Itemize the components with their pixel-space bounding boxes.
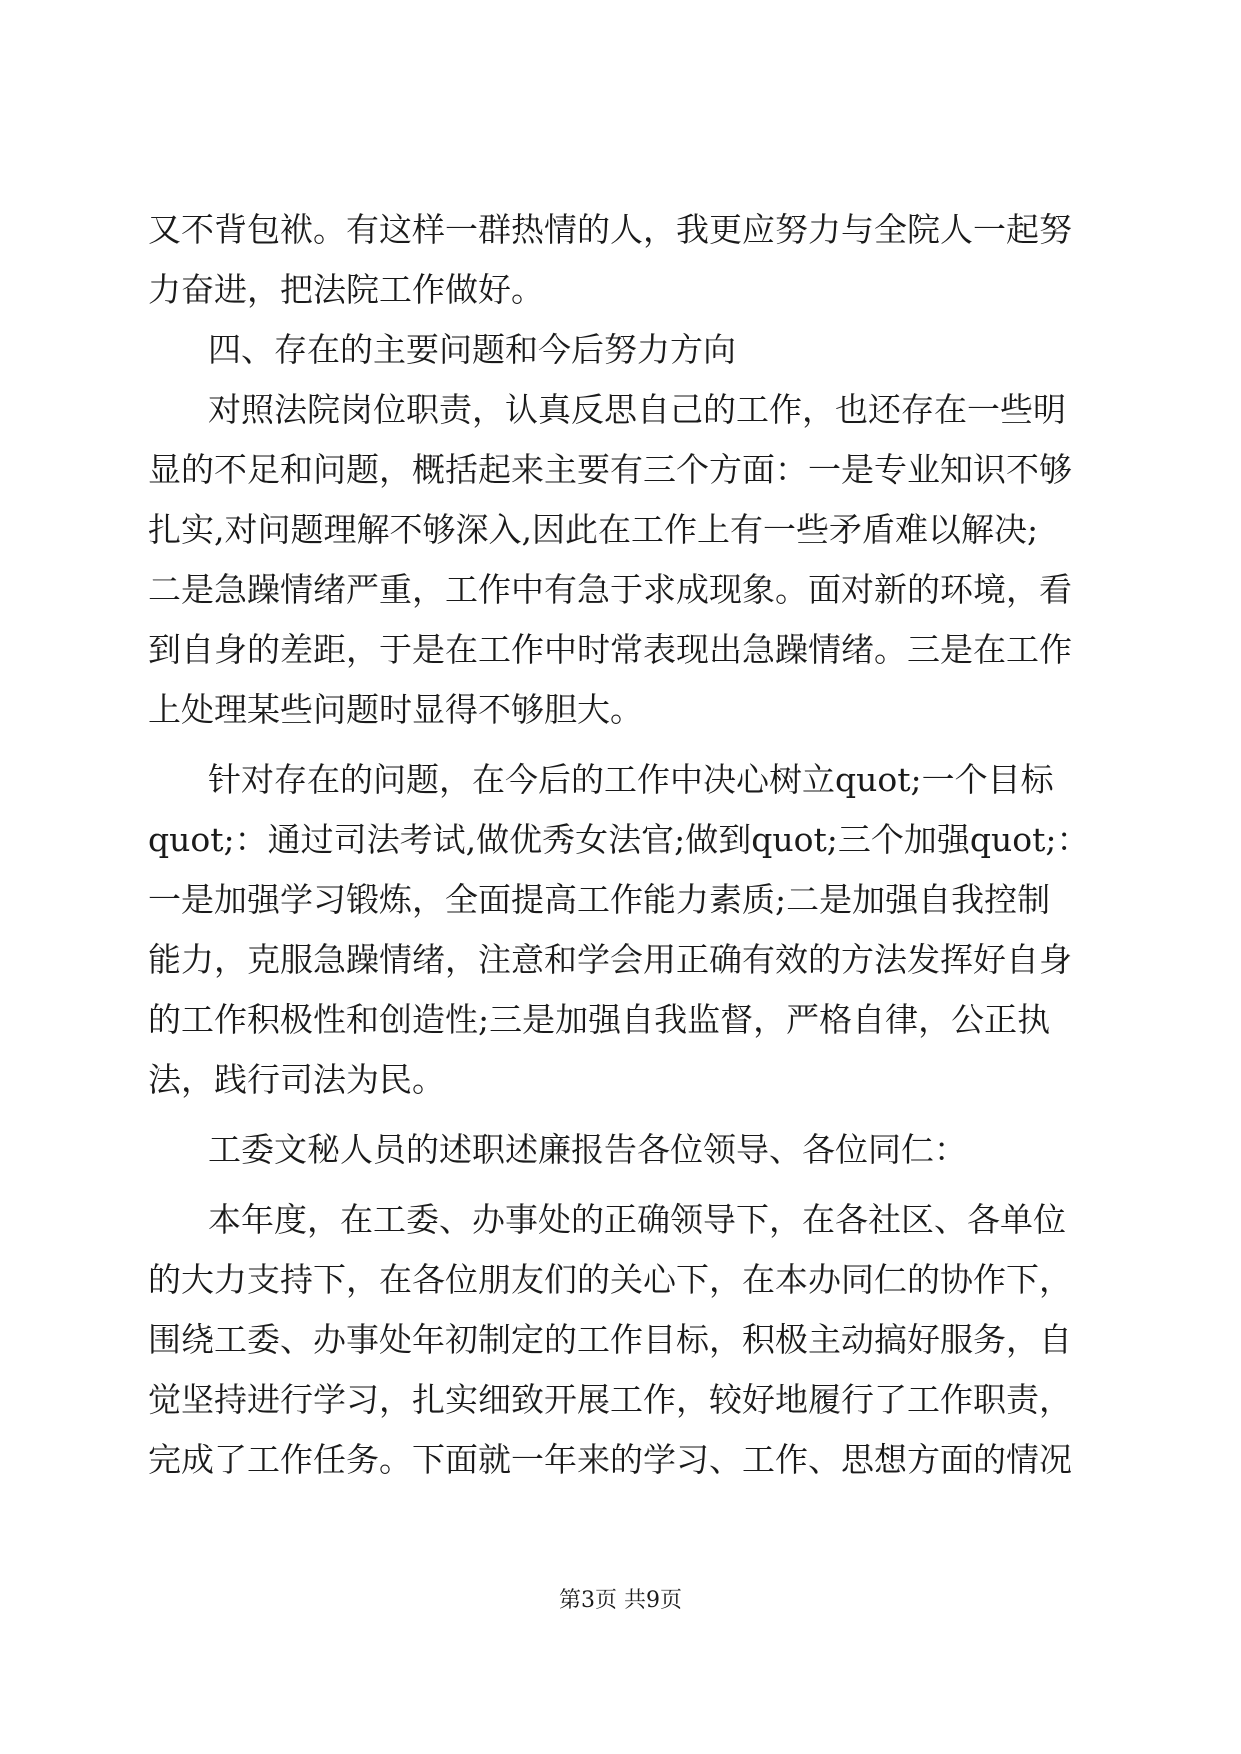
text-line-content: 二是急躁情绪严重，工作中有急于求成现象。面对新的环境，看	[148, 570, 1072, 609]
section-heading-text: 工委文秘人员的述职述廉报告各位领导、各位同仁：	[208, 1130, 967, 1169]
page-number-footer: 第3页 共9页	[559, 1588, 682, 1613]
text-line	[0, 380, 1241, 440]
text-line-content: 上处理某些问题时显得不够胆大。	[148, 690, 643, 729]
text-line-content: 完成了工作任务。下面就一年来的学习、工作、思想方面的情况	[148, 1440, 1072, 1479]
text-line	[0, 750, 1241, 810]
text-line-content: 觉坚持进行学习，扎实细致开展工作，较好地履行了工作职责，	[148, 1380, 1072, 1419]
text-line	[0, 680, 1241, 740]
text-line-content: 能力，克服急躁情绪，注意和学会用正确有效的方法发挥好自身	[148, 940, 1072, 979]
text-line-content: 力奋进，把法院工作做好。	[148, 270, 544, 309]
text-line	[0, 560, 1241, 620]
text-line-content: 对照法院岗位职责，认真反思自己的工作，也还存在一些明	[208, 390, 1066, 429]
text-line	[0, 440, 1241, 500]
text-line-content: 的工作积极性和创造性;三是加强自我监督，严格自律，公正执	[148, 1000, 1051, 1039]
text-line-content: 到自身的差距，于是在工作中时常表现出急躁情绪。三是在工作	[148, 630, 1072, 669]
text-line	[0, 1250, 1241, 1310]
text-line	[0, 1190, 1241, 1250]
text-line-content: 显的不足和问题，概括起来主要有三个方面：一是专业知识不够	[148, 450, 1072, 489]
text-line	[0, 1050, 1241, 1110]
text-line	[0, 930, 1241, 990]
text-line-content: 围绕工委、办事处年初制定的工作目标，积极主动搞好服务，自	[148, 1320, 1072, 1359]
text-line	[0, 620, 1241, 680]
text-line	[0, 870, 1241, 930]
text-line	[0, 1310, 1241, 1370]
text-line-content: 的大力支持下，在各位朋友们的关心下，在本办同仁的协作下，	[148, 1260, 1072, 1299]
text-line-content: 一是加强学习锻炼，全面提高工作能力素质;二是加强自我控制	[148, 880, 1051, 919]
text-line	[0, 1370, 1241, 1430]
text-line	[0, 810, 1241, 870]
section-heading-text: 四、存在的主要问题和今后努力方向	[208, 330, 736, 369]
text-line-content: 法，践行司法为民。	[148, 1060, 445, 1099]
text-line-content: 本年度，在工委、办事处的正确领导下，在各社区、各单位	[208, 1200, 1066, 1239]
text-line-content: 针对存在的问题，在今后的工作中决心树立quot;一个目标	[208, 760, 1054, 799]
text-line	[0, 1430, 1241, 1490]
section-heading	[0, 320, 1241, 380]
text-line-content: 又不背包袱。有这样一群热情的人，我更应努力与全院人一起努	[148, 210, 1072, 249]
text-line-content: 扎实,对问题理解不够深入,因此在工作上有一些矛盾难以解决;	[148, 510, 1039, 549]
text-line	[0, 200, 1241, 260]
text-line	[0, 500, 1241, 560]
text-line-content: quot;：通过司法考试,做优秀女法官;做到quot;三个加强quot;：	[148, 820, 1090, 859]
section-heading	[0, 1120, 1241, 1180]
text-line	[0, 990, 1241, 1050]
text-line	[0, 260, 1241, 320]
